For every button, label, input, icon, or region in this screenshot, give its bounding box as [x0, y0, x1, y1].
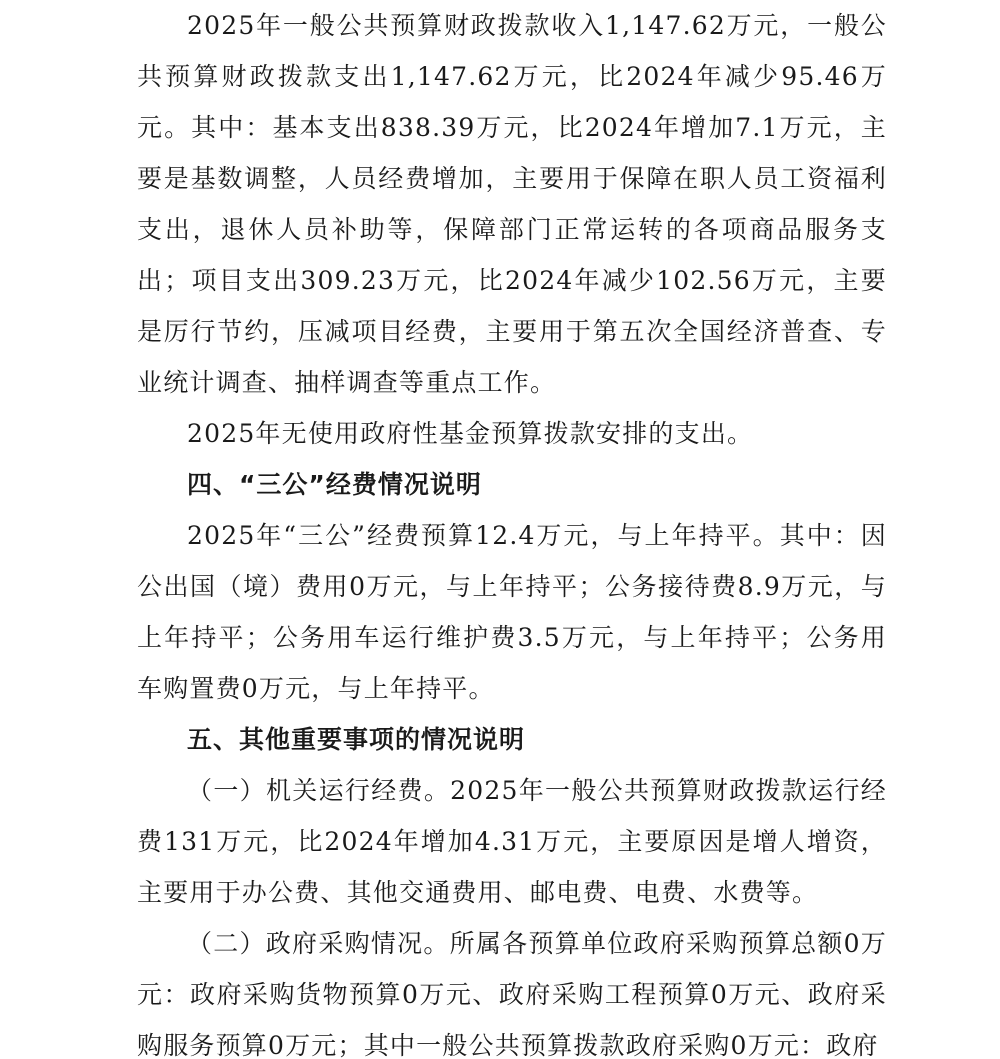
paragraph-budget-overview: 2025年一般公共预算财政拨款收入1,147.62万元，一般公共预算财政拨款支出1,147.62万元，比2024年减少95.46万元。其中：基本支出838.39万元，比2024年增加7.1万元，主要是基数调整，人员经费增加，主要用于保障在职人员工资福利支出，退休人员补助等，保障部门正常运转的各项商品服务支出；项目支出309.23万元，比2024年减少102.56万元，主要是厉行节约，压减项目经费，主要用于第五次全国经济普查、专业统计调查、抽样调查等重点工作。: [137, 11, 887, 397]
paragraph-operating-expenses: （一）机关运行经费。2025年一般公共预算财政拨款运行经费131万元，比2024年增加4.31万元，主要原因是增人增资，主要用于办公费、其他交通费用、邮电费、电费、水费等。: [137, 776, 887, 907]
section-heading-other-matters: 五、其他重要事项的情况说明: [187, 725, 526, 754]
paragraph-three-public-expenses: 2025年“三公”经费预算12.4万元，与上年持平。其中：因公出国（境）费用0万元，与上年持平；公务接待费8.9万元，与上年持平；公务用车运行维护费3.5万元，与上年持平；公务用车购置费0万元，与上年持平。: [137, 521, 887, 703]
section-heading-three-public: 四、“三公”经费情况说明: [187, 470, 482, 499]
paragraph-government-fund: 2025年无使用政府性基金预算拨款安排的支出。: [187, 419, 754, 448]
paragraph-government-procurement: （二）政府采购情况。所属各预算单位政府采购预算总额0万元：政府采购货物预算0万元、政府采购工程预算0万元、政府采购服务预算0万元；其中一般公共预算拨款政府采购0万元：政府: [137, 929, 887, 1059]
document-body: [137, 0, 887, 1059]
